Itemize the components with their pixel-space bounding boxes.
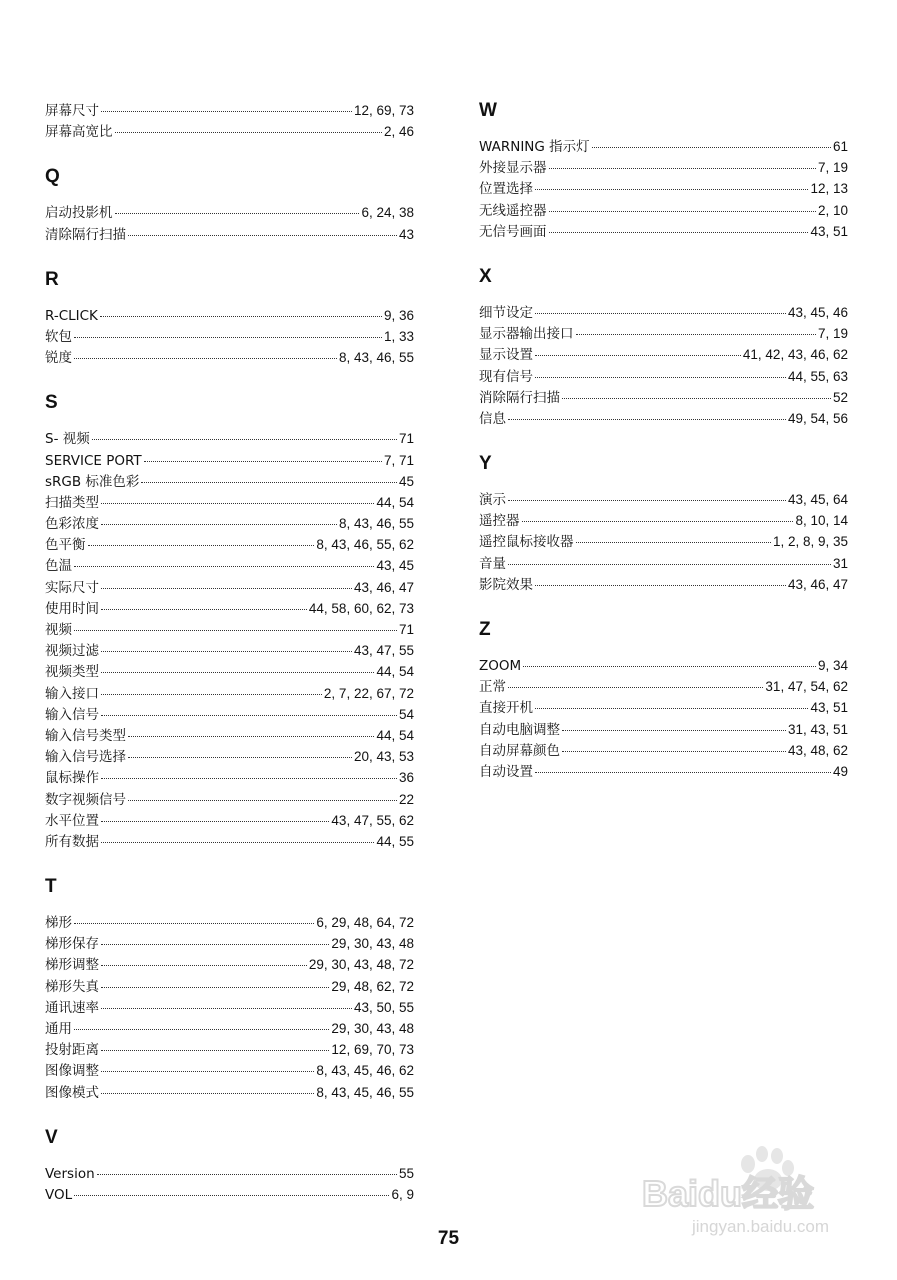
entry-pages: 6, 9	[391, 1186, 414, 1202]
dot-leader	[535, 772, 831, 773]
index-section	[479, 453, 848, 595]
index-entry	[45, 428, 414, 449]
entry-pages: 2, 46	[383, 124, 414, 140]
entry-pages: 44, 55, 63	[787, 368, 848, 384]
entry-pages: 29, 30, 43, 48	[331, 936, 414, 952]
index-entry	[45, 513, 414, 534]
dot-leader	[128, 800, 397, 801]
dot-leader	[101, 609, 307, 610]
dot-leader	[74, 566, 374, 567]
entry-term: 水平位置	[45, 812, 99, 829]
entry-pages: 8, 43, 45, 46, 55	[316, 1084, 414, 1100]
index-entry	[45, 746, 414, 767]
entry-pages: 31, 43, 51	[787, 721, 848, 737]
dot-leader	[74, 358, 337, 359]
dot-leader	[523, 666, 816, 667]
index-entry	[45, 1018, 414, 1039]
dot-leader	[101, 1093, 314, 1094]
entry-term: 梯形保存	[45, 936, 99, 953]
page-number: 75	[437, 1228, 460, 1249]
entry-term: 视频过滤	[45, 643, 99, 660]
entry-pages: 43, 45, 46	[787, 304, 848, 320]
entry-term: 音量	[479, 555, 506, 572]
entry-pages: 9, 36	[383, 307, 414, 323]
entry-term: 锐度	[45, 350, 72, 367]
entry-term: 通讯速率	[45, 999, 99, 1016]
index-entry	[45, 725, 414, 746]
entry-term: 使用时间	[45, 600, 99, 617]
dot-leader	[549, 232, 809, 233]
dot-leader	[128, 757, 352, 758]
index-entry	[479, 408, 848, 429]
index-column-left	[45, 100, 414, 1229]
index-entry	[45, 347, 414, 368]
index-entry	[479, 719, 848, 740]
index-entry	[45, 326, 414, 347]
entry-pages: 12, 13	[810, 181, 848, 197]
index-entry	[45, 492, 414, 513]
entry-term: 影院效果	[479, 576, 533, 593]
entry-term: 现有信号	[479, 368, 533, 385]
entry-term: 投射距离	[45, 1042, 99, 1059]
entry-pages: 7, 71	[383, 452, 414, 468]
dot-leader	[101, 672, 374, 673]
index-entry	[45, 789, 414, 810]
entry-term: 清除隔行扫描	[45, 226, 126, 243]
entry-pages: 52	[832, 389, 848, 405]
dot-leader	[101, 111, 352, 112]
index-entry	[45, 121, 414, 142]
dot-leader	[101, 1050, 329, 1051]
dot-leader	[101, 588, 352, 589]
entry-term: 细节设定	[479, 304, 533, 321]
dot-leader	[92, 439, 397, 440]
dot-leader	[74, 337, 382, 338]
entry-pages: 44, 55	[376, 833, 414, 849]
index-entry	[45, 831, 414, 852]
index-entry	[45, 997, 414, 1018]
dot-leader	[508, 500, 786, 501]
entry-pages: 8, 43, 46, 55	[338, 516, 414, 532]
index-entry	[45, 471, 414, 492]
entry-pages: 8, 43, 45, 46, 62	[316, 1063, 414, 1079]
index-entry	[479, 200, 848, 221]
entry-term: 无信号画面	[479, 223, 547, 240]
dot-leader	[508, 419, 786, 420]
entry-pages: 43, 46, 47	[787, 576, 848, 592]
dot-leader	[549, 211, 816, 212]
entry-term: 扫描类型	[45, 494, 99, 511]
entry-term: 自动设置	[479, 763, 533, 780]
entry-term: 梯形调整	[45, 957, 99, 974]
dot-leader	[74, 923, 314, 924]
index-entry	[45, 683, 414, 704]
baidu-jingyan-watermark	[640, 1140, 880, 1240]
index-entry	[45, 661, 414, 682]
index-entry	[45, 704, 414, 725]
section-letter: Z	[479, 619, 491, 640]
entry-pages: 8, 43, 46, 55	[338, 350, 414, 366]
index-entry	[479, 387, 848, 408]
entry-pages: 44, 54	[376, 664, 414, 680]
dot-leader	[101, 503, 374, 504]
entry-term: VOL	[45, 1186, 73, 1203]
index-entry	[45, 976, 414, 997]
entry-term: 图像模式	[45, 1084, 99, 1101]
entry-term: 视频类型	[45, 664, 99, 681]
index-entry	[479, 344, 848, 365]
entry-term: 屏幕尺寸	[45, 103, 99, 119]
index-entry	[45, 305, 414, 326]
entry-pages: 44, 54	[376, 727, 414, 743]
section-letter: Y	[479, 453, 492, 475]
entry-pages: 2, 10	[817, 202, 848, 218]
dot-leader	[508, 687, 763, 688]
dot-leader	[576, 334, 816, 335]
section-letter: Q	[45, 166, 60, 188]
entry-term: 消除隔行扫描	[479, 389, 560, 406]
entry-term: 梯形失真	[45, 978, 99, 995]
dot-leader	[88, 545, 315, 546]
dot-leader	[101, 944, 329, 945]
dot-leader	[101, 778, 397, 779]
dot-leader	[101, 1008, 352, 1009]
section-letter: W	[479, 100, 497, 121]
entry-pages: 43, 47, 55, 62	[331, 812, 414, 828]
index-section	[479, 100, 848, 242]
index-section	[45, 100, 414, 142]
dot-leader	[535, 355, 741, 356]
entry-pages: 43, 47, 55	[353, 643, 414, 659]
entry-pages: 1, 2, 8, 9, 35	[772, 534, 848, 550]
entry-pages: 43, 48, 62	[787, 742, 848, 758]
index-entry	[45, 450, 414, 471]
entry-term: 色平衡	[45, 537, 86, 554]
index-entry	[45, 202, 414, 223]
dot-leader	[115, 213, 360, 214]
index-entry	[479, 676, 848, 697]
entry-term: 通用	[45, 1021, 72, 1037]
index-section	[45, 1127, 414, 1205]
dot-leader	[141, 482, 397, 483]
dot-leader	[115, 132, 382, 133]
index-entry	[45, 534, 414, 555]
entry-pages: 9, 34	[817, 658, 848, 673]
entry-term: 遥控鼠标接收器	[479, 534, 574, 551]
index-entry	[45, 577, 414, 598]
entry-pages: 43, 45	[376, 558, 414, 574]
entry-term: 位置选择	[479, 181, 533, 198]
entry-term: 图像调整	[45, 1063, 99, 1080]
entry-term: 外接显示器	[479, 160, 547, 177]
index-entry	[45, 100, 414, 121]
index-entry	[479, 553, 848, 574]
index-entry	[479, 655, 848, 676]
dot-leader	[535, 377, 786, 378]
entry-pages: 22	[398, 791, 414, 807]
entry-term: 视频	[45, 622, 72, 638]
dot-leader	[562, 398, 831, 399]
entry-term: 无线遥控器	[479, 202, 547, 219]
dot-leader	[144, 461, 382, 462]
index-entry	[45, 1082, 414, 1103]
entry-term: 遥控器	[479, 513, 520, 530]
entry-pages: 54	[398, 706, 414, 722]
entry-pages: 1, 33	[383, 328, 414, 344]
index-section	[45, 166, 414, 244]
entry-pages: 12, 69, 70, 73	[331, 1042, 414, 1058]
entry-term: 启动投影机	[45, 205, 113, 222]
entry-pages: 29, 30, 43, 48, 72	[308, 957, 414, 973]
dot-leader	[576, 542, 771, 543]
entry-term: 直接开机	[479, 700, 533, 717]
index-section	[45, 269, 414, 369]
index-entry	[479, 740, 848, 761]
entry-term: 输入信号选择	[45, 749, 126, 766]
index-entry	[479, 697, 848, 718]
dot-leader	[562, 751, 786, 752]
entry-pages: 71	[398, 431, 414, 447]
entry-term: 数字视频信号	[45, 791, 126, 808]
index-entry	[479, 221, 848, 242]
dot-leader	[74, 630, 397, 631]
entry-pages: 7, 19	[817, 160, 848, 176]
dot-leader	[101, 651, 352, 652]
index-entry	[45, 810, 414, 831]
entry-term: 实际尺寸	[45, 579, 99, 596]
dot-leader	[592, 147, 831, 148]
index-entry	[45, 224, 414, 245]
entry-term: 软包	[45, 328, 72, 345]
index-entry	[479, 302, 848, 323]
watermark-url: jingyan.baidu.com	[692, 1217, 830, 1236]
index-entry	[479, 136, 848, 157]
index-entry	[479, 761, 848, 782]
entry-term: WARNING 指示灯	[479, 139, 590, 155]
entry-term: 显示设置	[479, 347, 533, 364]
index-column-right	[479, 100, 848, 806]
entry-term: 输入接口	[45, 685, 99, 702]
entry-pages: 20, 43, 53	[353, 749, 414, 765]
index-entry	[45, 954, 414, 975]
entry-term: 色温	[45, 558, 72, 575]
dot-leader	[74, 1029, 329, 1030]
index-entry	[45, 1039, 414, 1060]
index-section	[479, 266, 848, 429]
entry-pages: 49	[832, 763, 848, 779]
entry-term: 鼠标操作	[45, 770, 99, 787]
entry-pages: 45	[398, 473, 414, 489]
dot-leader	[100, 316, 382, 317]
entry-pages: 29, 30, 43, 48	[331, 1021, 414, 1036]
index-entry	[45, 933, 414, 954]
index-entry	[479, 323, 848, 344]
entry-pages: 29, 48, 62, 72	[331, 978, 414, 994]
dot-leader	[535, 585, 786, 586]
entry-pages: 44, 58, 60, 62, 73	[308, 600, 414, 616]
dot-leader	[522, 521, 794, 522]
index-entry	[479, 178, 848, 199]
entry-pages: 44, 54	[376, 494, 414, 510]
dot-leader	[74, 1195, 389, 1196]
entry-pages: 43, 51	[810, 700, 848, 716]
index-entry	[479, 489, 848, 510]
entry-pages: 31, 47, 54, 62	[765, 679, 848, 695]
entry-pages: 61	[832, 139, 848, 154]
watermark-brand: Baidu经验	[642, 1173, 815, 1214]
entry-term: 梯形	[45, 915, 72, 932]
entry-pages: 55	[398, 1165, 414, 1181]
section-letter: R	[45, 268, 59, 290]
entry-term: R-CLICK	[45, 307, 98, 324]
index-entry	[45, 555, 414, 576]
entry-term: sRGB 标准色彩	[45, 473, 140, 490]
dot-leader	[101, 524, 337, 525]
entry-term: S- 视频	[45, 431, 90, 448]
entry-pages: 7, 19	[817, 326, 848, 342]
index-entry	[45, 640, 414, 661]
entry-pages: 43, 50, 55	[353, 999, 414, 1015]
dot-leader	[101, 842, 374, 843]
section-letter: S	[45, 392, 58, 414]
section-letter: V	[45, 1126, 58, 1148]
entry-term: 色彩浓度	[45, 516, 99, 533]
index-entry	[45, 912, 414, 933]
index-entry	[479, 510, 848, 531]
dot-leader	[535, 313, 786, 314]
index-entry	[45, 619, 414, 640]
entry-pages: 43, 51	[810, 223, 848, 239]
dot-leader	[101, 1071, 314, 1072]
entry-term: 显示器输出接口	[479, 326, 574, 343]
section-letter: T	[45, 876, 57, 898]
dot-leader	[101, 965, 307, 966]
entry-pages: 6, 24, 38	[361, 205, 414, 221]
entry-term: 演示	[479, 492, 506, 509]
entry-term: ZOOM	[479, 658, 522, 674]
section-letter: X	[479, 265, 492, 287]
index-section	[479, 619, 848, 782]
dot-leader	[535, 708, 808, 709]
dot-leader	[562, 730, 786, 731]
entry-pages: 49, 54, 56	[787, 410, 848, 426]
index-entry	[45, 767, 414, 788]
dot-leader	[535, 189, 808, 190]
dot-leader	[128, 235, 397, 236]
entry-pages: 12, 69, 73	[353, 103, 414, 118]
index-entry	[45, 598, 414, 619]
entry-pages: 31	[832, 555, 848, 571]
index-entry	[479, 157, 848, 178]
dot-leader	[101, 987, 329, 988]
dot-leader	[101, 821, 329, 822]
entry-pages: 8, 10, 14	[795, 513, 848, 529]
dot-leader	[101, 694, 322, 695]
index-entry	[45, 1060, 414, 1081]
entry-term: 输入信号类型	[45, 727, 126, 744]
entry-pages: 36	[398, 770, 414, 786]
index-entry	[45, 1163, 414, 1184]
entry-pages: 6, 29, 48, 64, 72	[316, 915, 414, 931]
entry-term: 输入信号	[45, 706, 99, 723]
dot-leader	[128, 736, 374, 737]
entry-term: Version	[45, 1165, 95, 1182]
index-entry	[45, 1184, 414, 1205]
index-entry	[479, 366, 848, 387]
entry-pages: 71	[398, 622, 414, 637]
entry-term: 自动屏幕颜色	[479, 742, 560, 759]
entry-term: 自动电脑调整	[479, 721, 560, 738]
entry-pages: 43, 45, 64	[787, 492, 848, 508]
entry-pages: 8, 43, 46, 55, 62	[316, 537, 414, 553]
entry-pages: 43, 46, 47	[353, 579, 414, 595]
index-section	[45, 876, 414, 1103]
entry-term: 信息	[479, 410, 506, 427]
dot-leader	[97, 1174, 397, 1175]
dot-leader	[549, 168, 816, 169]
entry-pages: 41, 42, 43, 46, 62	[742, 347, 848, 363]
dot-leader	[508, 564, 831, 565]
entry-term: SERVICE PORT	[45, 452, 142, 469]
entry-pages: 2, 7, 22, 67, 72	[323, 685, 414, 701]
index-section	[45, 392, 414, 852]
entry-term: 所有数据	[45, 833, 99, 850]
dot-leader	[101, 715, 397, 716]
index-entry	[479, 531, 848, 552]
entry-term: 正常	[479, 679, 506, 696]
entry-term: 屏幕高宽比	[45, 124, 113, 141]
entry-pages: 43	[398, 226, 414, 242]
index-entry	[479, 574, 848, 595]
